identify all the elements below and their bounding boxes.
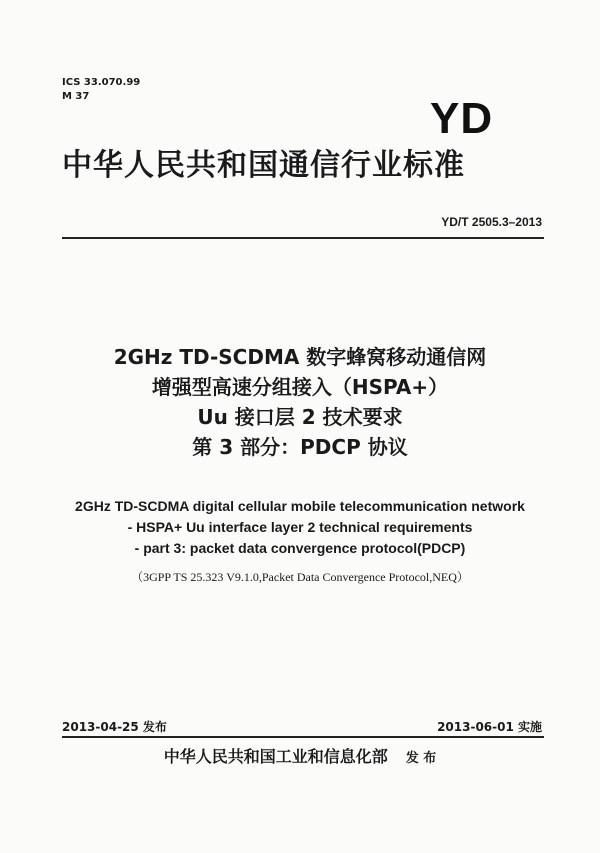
publisher-verb: 发 布 — [405, 751, 437, 766]
english-title-line: - HSPA+ Uu interface layer 2 technical requirements — [127, 519, 473, 535]
english-title — [0, 496, 600, 559]
chinese-title — [0, 342, 600, 462]
chinese-title-line: Uu 接口层 2 技术要求 — [197, 405, 403, 429]
chinese-title-line: 第 3 部分：PDCP 协议 — [192, 435, 408, 459]
reference-note: （3GPP TS 25.323 V9.1.0,Packet Data Convergence Protocol,NEQ） — [131, 570, 469, 584]
chinese-title-line: 增强型高速分组接入（HSPA+） — [151, 375, 449, 399]
ccs-code: M 37 — [62, 91, 90, 102]
issue-date: 2013-04-25 发布 — [62, 720, 167, 734]
classification-codes — [62, 76, 140, 104]
top-divider — [62, 237, 544, 239]
standard-category-title: 中华人民共和国通信行业标准 — [62, 148, 465, 183]
ics-code: ICS 33.070.99 — [62, 77, 141, 88]
english-title-line: 2GHz TD-SCDMA digital cellular mobile telecommunication network — [75, 498, 525, 514]
publisher-line — [0, 744, 600, 767]
bottom-divider — [62, 736, 544, 738]
yd-logo: YD — [430, 94, 494, 143]
publisher-name: 中华人民共和国工业和信息化部 — [163, 747, 388, 766]
standard-number: YD/T 2505.3–2013 — [441, 215, 542, 229]
chinese-title-line: 2GHz TD-SCDMA 数字蜂窝移动通信网 — [113, 345, 487, 369]
english-title-line: - part 3: packet data convergence protocol(PDCP) — [134, 540, 466, 556]
implement-date: 2013-06-01 实施 — [437, 720, 542, 734]
